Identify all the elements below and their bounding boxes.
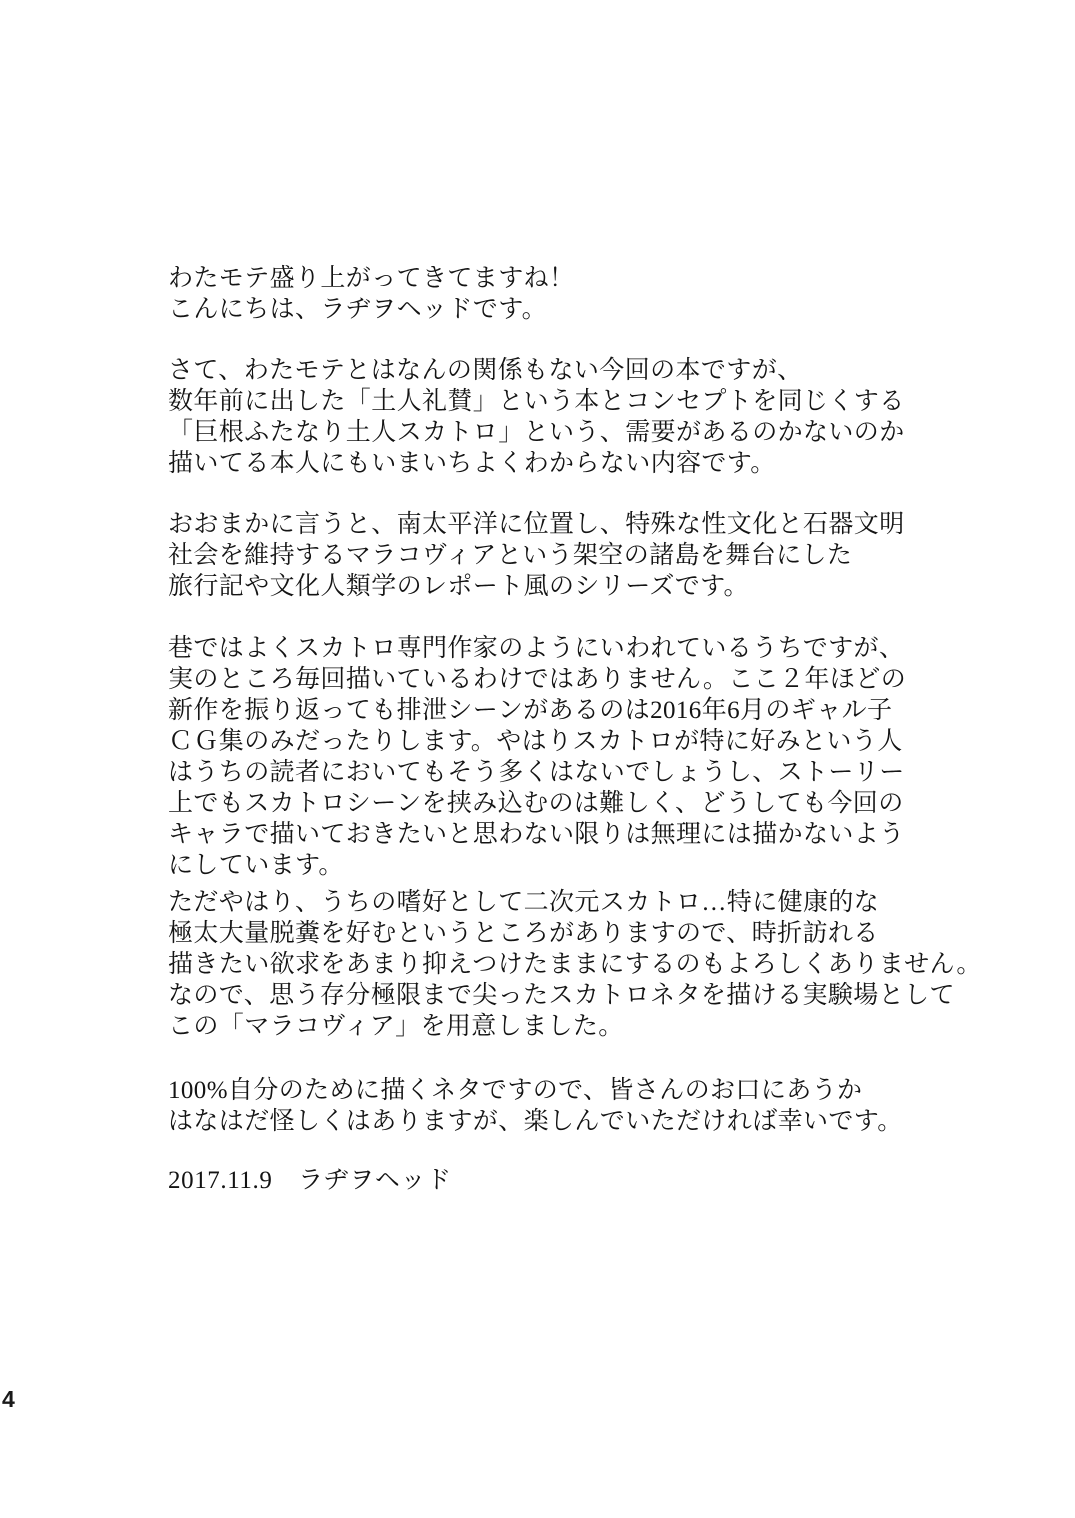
text-line: 実のところ毎回描いているわけではありません。ここ２年ほどの [168, 666, 907, 693]
signature-line: 2017.11.9 ラヂヲヘッド [168, 1167, 452, 1194]
text-line: キャラで描いておきたいと思わない限りは無理には描かないよう [168, 821, 905, 848]
text-line: はうちの読者においてもそう多くはないでしょうし、ストーリー [168, 759, 905, 786]
page-number: 4 [2, 1386, 15, 1412]
text-line: なので、思う存分極限まで尖ったスカトロネタを描ける実験場として [168, 982, 955, 1009]
text-line: 100%自分のために描くネタですので、皆さんのお口にあうか [168, 1077, 863, 1104]
text-line: 描いてる本人にもいまいちよくわからない内容です。 [168, 450, 776, 477]
text-line: にしています。 [168, 852, 344, 879]
paragraph-author-note [168, 633, 1008, 881]
text-line: はなはだ怪しくはありますが、楽しんでいただければ幸いです。 [168, 1108, 903, 1135]
text-line: ただやはり、うちの嗜好として二次元スカトロ…特に健康的な [168, 889, 880, 916]
paragraph-closing [168, 1075, 1008, 1137]
text-line: おおまかに言うと、南太平洋に位置し、特殊な性文化と石器文明 [168, 511, 905, 538]
text-line: 「巨根ふたなり土人スカトロ」という、需要があるのかないのか [168, 419, 905, 446]
text-line: 極太大量脱糞を好むというところがありますので、時折訪れる [168, 920, 879, 947]
text-line: さて、わたモテとはなんの関係もない今回の本ですが、 [168, 357, 803, 384]
afterword-text-column [168, 263, 1008, 1221]
text-line: わたモテ盛り上がってきてますね！ [168, 265, 575, 292]
text-line: 上でもスカトロシーンを挟み込むのは難しく、どうしても今回の [168, 790, 904, 817]
text-line: こんにちは、ラヂヲヘッドです。 [168, 296, 548, 323]
paragraph-motivation [168, 887, 1008, 1042]
text-line: 数年前に出した「土人礼賛」という本とコンセプトを同じくする [168, 388, 905, 415]
text-line: 社会を維持するマラコヴィアという架空の諸島を舞台にした [168, 542, 853, 569]
text-line: 巷ではよくスカトロ専門作家のようにいわれているうちですが、 [168, 635, 905, 662]
text-line: 新作を振り返っても排泄シーンがあるのは2016年6月のギャル子 [168, 697, 893, 724]
text-line: この「マラコヴィア」を用意しました。 [168, 1013, 624, 1040]
paragraph-greeting [168, 263, 1008, 325]
paragraph-setting [168, 509, 1008, 602]
text-line: 旅行記や文化人類学のレポート風のシリーズです。 [168, 573, 749, 600]
text-line: 描きたい欲求をあまり抑えつけたままにするのもよろしくありません。 [168, 951, 982, 978]
paragraph-book-intro [168, 355, 1008, 479]
text-line: ＣＧ集のみだったりします。やはりスカトロが特に好みという人 [168, 728, 903, 755]
